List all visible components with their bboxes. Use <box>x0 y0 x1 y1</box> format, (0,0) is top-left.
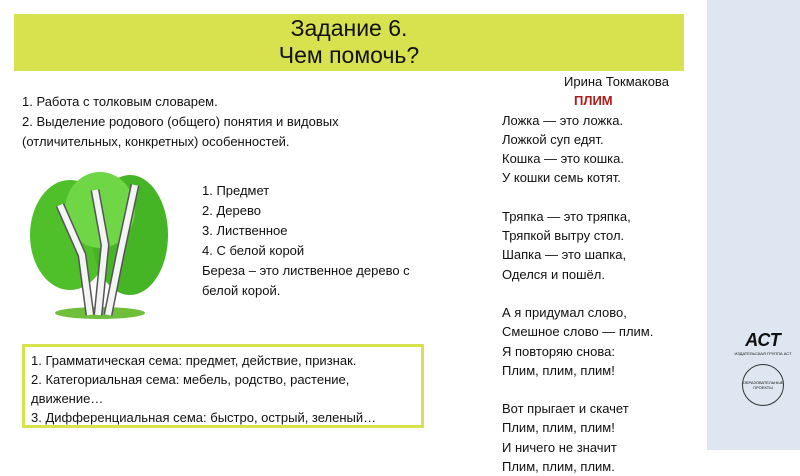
list-item: белой корой. <box>202 283 281 298</box>
list-item: 4. С белой корой <box>202 243 305 258</box>
seme-line: 1. Грамматическая сема: предмет, действие, признак. <box>31 353 357 368</box>
poem-line: Тряпкой вытру стол. <box>502 228 625 244</box>
poem-line: Шапка — это шапка, <box>502 247 627 263</box>
poem-line: Ложкой суп едят. <box>502 131 604 147</box>
poem-line: Ложка — это ложка. <box>502 112 624 128</box>
step: 1. Работа с толковым словарем. <box>22 94 218 109</box>
step: (отличительных, конкретных) особенностей. <box>22 134 290 149</box>
seme-line: движение… <box>31 391 104 406</box>
poem-line: Плим, плим, плим! <box>502 420 615 436</box>
slide-title <box>14 14 684 71</box>
poem-line: Я повторяю снова: <box>502 343 615 359</box>
poem-line: Оделся и пошёл. <box>502 266 605 282</box>
birch-tree-image <box>20 165 180 325</box>
poem-line: У кошки семь котят. <box>502 170 621 186</box>
step: 2. Выделение родового (общего) понятия и видовых <box>22 114 339 129</box>
poem-author: Ирина Токмакова <box>564 74 669 89</box>
poem-line: Кошка — это кошка. <box>502 151 624 167</box>
poem-line: Вот прыгает и скачет <box>502 401 629 417</box>
poem-line: И ничего не значит <box>502 439 617 455</box>
title-line-1: Задание 6. <box>290 15 408 41</box>
publisher-logos <box>733 330 793 406</box>
list-item: 1. Предмет <box>202 183 270 198</box>
poem <box>502 72 669 476</box>
features-list <box>202 181 410 301</box>
poem-title: ПЛИМ <box>574 93 613 109</box>
ast-caption: ИЗДАТЕЛЬСКАЯ ГРУППА АСТ <box>734 351 792 356</box>
poem-line: Плим, плим, плим! <box>502 362 615 378</box>
list-item: 2. Дерево <box>202 203 261 218</box>
steps-text <box>22 92 339 152</box>
poem-line: Плим, плим, плим. <box>502 459 615 475</box>
list-item: 3. Лиственное <box>202 223 288 238</box>
edu-projects-text: ОБРАЗОВАТЕЛЬНЫЕ ПРОЕКТЫ <box>742 380 784 390</box>
semes-box <box>22 344 424 428</box>
ast-logo: АСТ <box>745 330 781 350</box>
list-item: Береза – это лиственное дерево с <box>202 263 410 278</box>
poem-line: А я придумал слово, <box>502 304 627 320</box>
edu-projects-seal <box>742 364 784 406</box>
seme-line: 3. Дифференциальная сема: быстро, острый, зеленый… <box>31 410 377 425</box>
seme-line: 2. Категориальная сема: мебель, родство, растение, <box>31 372 350 387</box>
poem-line: Тряпка — это тряпка, <box>502 208 631 224</box>
title-line-2: Чем помочь? <box>278 42 420 68</box>
poem-line: Смешное слово — плим. <box>502 324 654 340</box>
